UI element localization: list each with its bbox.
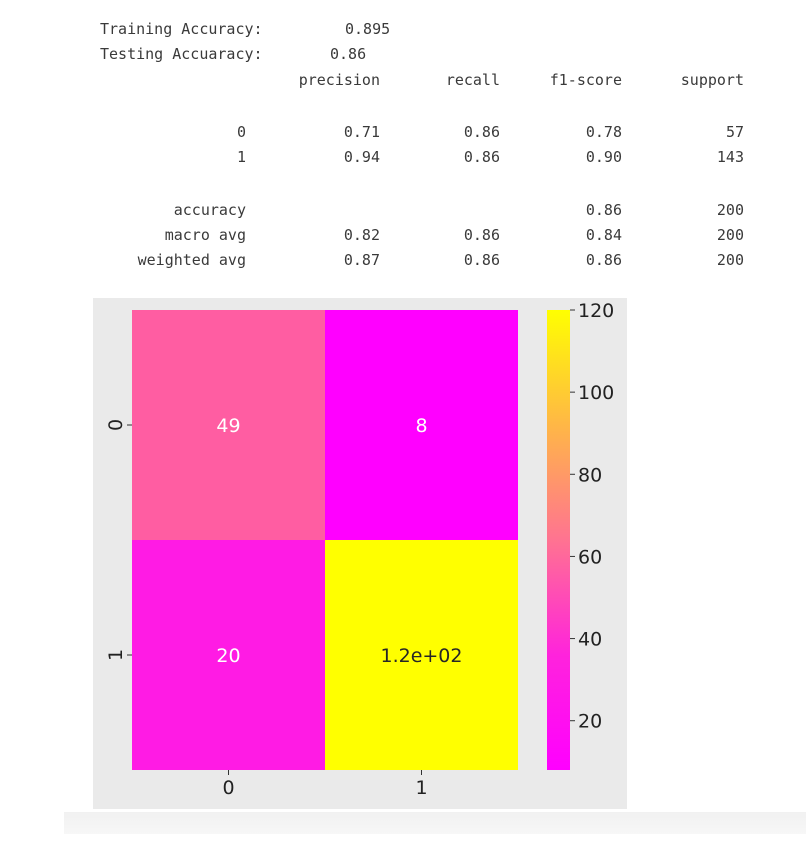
row-0-support: 57	[725, 123, 744, 141]
colorbar-tick-label: 60	[578, 546, 603, 569]
row-0-precision: 0.71	[343, 123, 380, 141]
training-accuracy-value: 0.895	[345, 20, 391, 38]
row-0-recall: 0.86	[463, 123, 500, 141]
testing-accuracy-value: 0.86	[330, 45, 367, 63]
accuracy-support: 200	[716, 201, 744, 219]
x-tick-label: 0	[222, 777, 235, 799]
macro-avg-label: macro avg	[164, 226, 246, 244]
row-0-label: 0	[236, 123, 246, 141]
header-precision: precision	[298, 71, 380, 89]
macro-avg-f1: 0.84	[585, 226, 622, 244]
colorbar	[547, 310, 570, 770]
header-support: support	[680, 71, 744, 89]
row-0-f1: 0.78	[585, 123, 622, 141]
header-recall: recall	[445, 71, 500, 89]
macro-avg-support: 200	[716, 226, 744, 244]
row-1-label: 1	[236, 148, 246, 166]
cell-annotation-0-1: 8	[415, 415, 428, 437]
training-accuracy-label: Training Accuracy:	[100, 20, 263, 38]
weighted-avg-recall: 0.86	[463, 251, 500, 269]
row-1-recall: 0.86	[463, 148, 500, 166]
colorbar-tick-label: 100	[578, 382, 615, 405]
colorbar-tick-label: 20	[578, 710, 603, 733]
header-f1-score: f1-score	[549, 71, 622, 89]
row-1-support: 143	[716, 148, 744, 166]
row-1-precision: 0.94	[343, 148, 380, 166]
colorbar-tick-label: 80	[578, 464, 603, 487]
y-tick-label: 0	[105, 418, 127, 432]
colorbar-tick-label: 120	[578, 300, 615, 322]
weighted-avg-support: 200	[716, 251, 744, 269]
accuracy-f1: 0.86	[585, 201, 622, 219]
cell-annotation-0-0: 49	[216, 415, 241, 437]
colorbar-tick-label: 40	[578, 628, 603, 651]
heatmap-cells	[132, 310, 518, 770]
weighted-avg-f1: 0.86	[585, 251, 622, 269]
cell-annotation-1-0: 20	[216, 645, 241, 667]
macro-avg-precision: 0.82	[343, 226, 380, 244]
y-tick-label: 1	[105, 648, 127, 662]
row-1-f1: 0.90	[585, 148, 622, 166]
weighted-avg-label: weighted avg	[137, 251, 246, 269]
testing-accuracy-label: Testing Accuaracy:	[100, 45, 263, 63]
output-cell-footer	[64, 812, 806, 834]
weighted-avg-precision: 0.87	[343, 251, 380, 269]
macro-avg-recall: 0.86	[463, 226, 500, 244]
x-tick-label: 1	[415, 777, 428, 799]
cell-annotation-1-1: 1.2e+02	[380, 645, 463, 667]
accuracy-label: accuracy	[173, 201, 246, 219]
